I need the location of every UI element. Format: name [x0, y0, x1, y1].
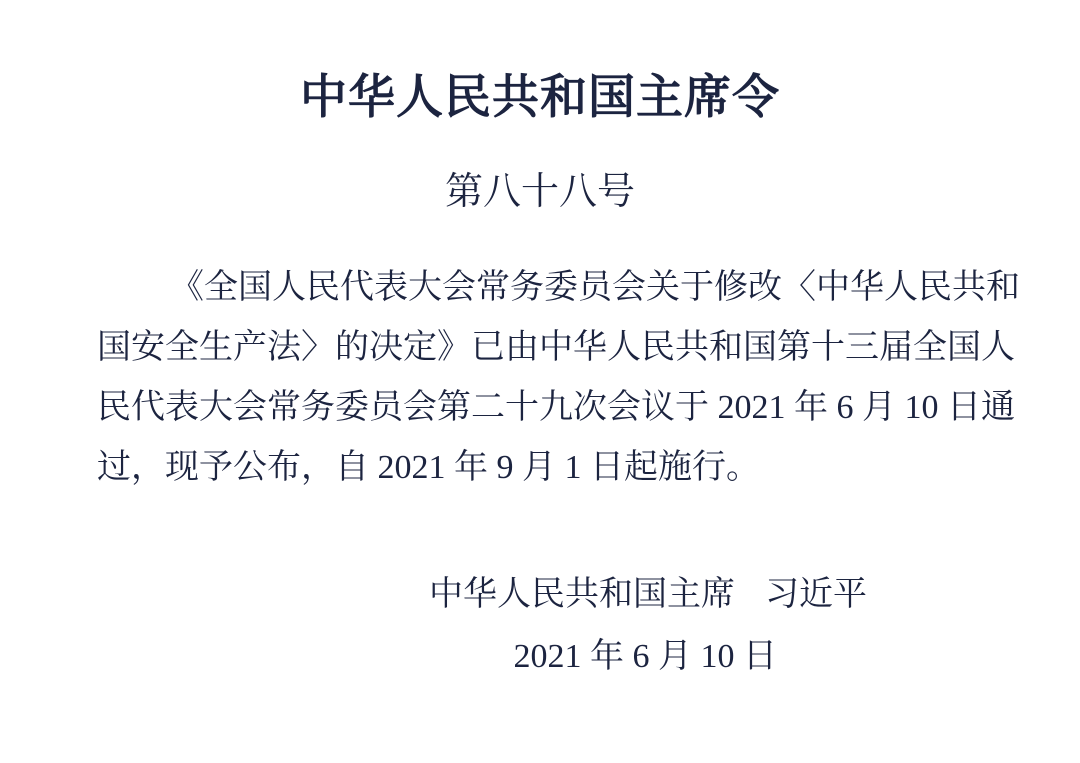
body-line-3: 民代表大会常务委员会第二十九次会议于 2021 年 6 月 10 日通: [97, 389, 1015, 426]
body-line-2: 国安全生产法〉的决定》已由中华人民共和国第十三届全国人: [97, 329, 1015, 366]
signature-date: 2021 年 6 月 10 日: [513, 638, 777, 675]
body-line-1: 《全国人民代表大会常务委员会关于修改〈中华人民共和: [170, 269, 1020, 306]
decree-body: [97, 258, 1020, 498]
signer-name: 习近平: [765, 576, 867, 613]
document-title: 中华人民共和国主席令: [300, 70, 780, 123]
body-line-4: 过，现予公布，自 2021 年 9 月 1 日起施行。: [97, 449, 760, 486]
signature-line: [429, 574, 867, 616]
signer-title: 中华人民共和国主席: [429, 576, 735, 613]
decree-number: 第八十八号: [444, 171, 635, 213]
